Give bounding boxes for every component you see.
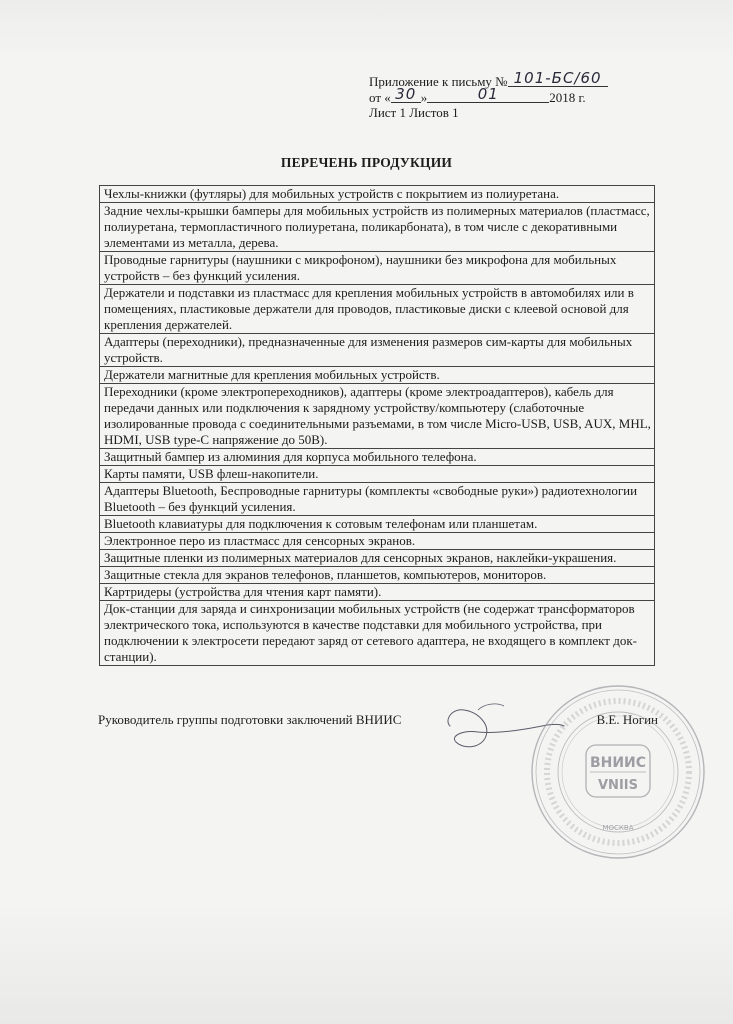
product-cell: Защитный бампер из алюминия для корпуса мобильного телефона. [100,449,655,466]
month-handwritten: 01 [477,85,499,103]
product-cell: Док-станции для заряда и синхронизации мобильных устройств (не содержат трансформаторов электрического тока, используются в качестве подставки для мобильного устройства, при подключении к электросети передают заряд от сетевого адаптера, не входящего в комплект док-станции). [100,601,655,666]
product-cell: Задние чехлы-крышки бамперы для мобильных устройств из полимерных материалов (пластмасс, полиуретана, термопластичного полиуретана, поликарбоната), в том числе с декоративными элементами из металла, дерева. [100,203,655,252]
product-cell: Картридеры (устройства для чтения карт памяти). [100,584,655,601]
table-row [100,186,655,203]
scan-shadow-top [0,0,733,60]
day-handwritten: 30 [395,85,417,103]
product-cell: Электронное перо из пластмасс для сенсорных экранов. [100,533,655,550]
letter-header [369,69,669,121]
table-row [100,601,655,666]
table-row [100,449,655,466]
year-text: 2018 г. [549,90,586,105]
table-row [100,367,655,384]
product-cell: Переходники (кроме электропереходников), адаптеры (кроме электроадаптеров), кабель для передачи данных или подключения к зарядному устройству/компьютеру (слаботочные изолированные провода с соединительными разъемами, в том числе Micro-USB, USB, AUX, MHL, HDMI, USB type-C напряжение до 50В). [100,384,655,449]
product-cell: Адаптеры (переходники), предназначенные для изменения размеров сим-карты для мобильных устройств. [100,334,655,367]
table-row [100,533,655,550]
signatory-position: Руководитель группы подготовки заключений ВНИИС [98,712,402,727]
table-row [100,550,655,567]
signatory-name: В.Е. Ногин [596,712,658,727]
product-cell: Держатели магнитные для крепления мобильных устройств. [100,367,655,384]
table-row [100,384,655,449]
table-row [100,252,655,285]
table-row [100,584,655,601]
products-table [99,185,655,666]
day-field [391,85,421,103]
document-title: ПЕРЕЧЕНЬ ПРОДУКЦИИ [280,155,453,170]
month-field [427,85,549,103]
table-row [100,516,655,533]
letter-number-field [508,69,608,87]
table-row [100,285,655,334]
table-row [100,203,655,252]
product-cell: Адаптеры Bluetooth, Беспроводные гарнитуры (комплекты «свободные руки») радиотехнологии Bluetooth – без функций усиления. [100,483,655,516]
letter-number-handwritten: 101-БС/60 [513,69,602,87]
stamp-center-ru: ВНИИС [589,755,647,771]
table-row [100,567,655,584]
table-row [100,483,655,516]
table-row [100,466,655,483]
product-cell: Защитные пленки из полимерных материалов для сенсорных экранов, наклейки-украшения. [100,550,655,567]
stamp-city: МОСКВА [602,824,634,832]
round-seal-stamp [528,682,708,862]
product-cell: Защитные стекла для экранов телефонов, планшетов, компьютеров, мониторов. [100,567,655,584]
sheet-info: Лист 1 Листов 1 [369,105,459,120]
scan-shadow-bottom [0,900,733,1024]
stamp-center-en: VNIIS [598,778,638,793]
product-cell: Bluetooth клавиатуры для подключения к сотовым телефонам или планшетам. [100,516,655,533]
day-close-quote: » [420,90,428,105]
product-cell: Чехлы-книжки (футляры) для мобильных устройств с покрытием из полиуретана. [100,186,655,203]
product-cell: Карты памяти, USB флеш-накопители. [100,466,655,483]
product-cell: Держатели и подставки из пластмасс для крепления мобильных устройств в автомобилях или в помещениях, пластиковые держатели для проводов, пластиковые диски с клеевой основой для крепления держателей. [100,285,655,334]
product-cell: Проводные гарнитуры (наушники с микрофоном), наушники без микрофона для мобильных устройств – без функций усиления. [100,252,655,285]
date-line [369,85,669,105]
attachment-label: Приложение к письму № [369,74,508,89]
from-label: от « [369,90,391,105]
table-row [100,334,655,367]
